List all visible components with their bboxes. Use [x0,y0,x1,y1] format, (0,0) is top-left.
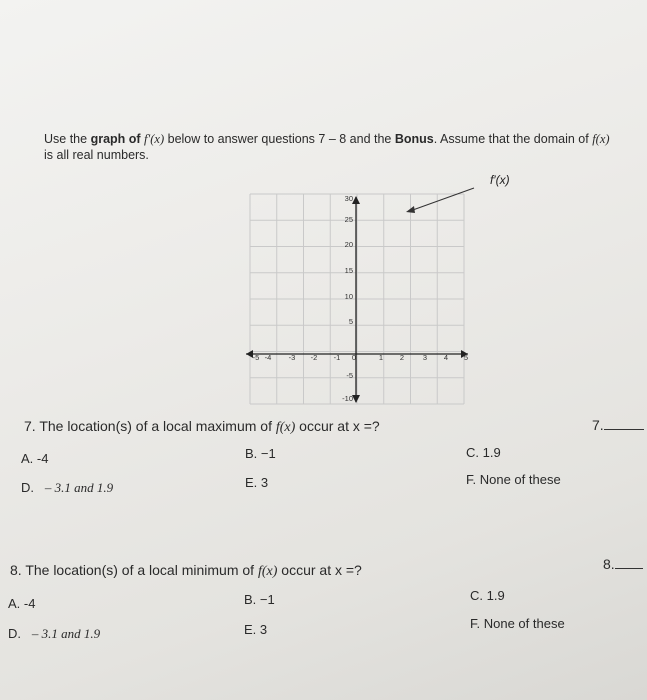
x-tick-label: 3 [422,353,428,362]
intro-bold-graph: graph of [90,132,141,146]
intro-text-4: is all real numbers. [44,148,149,162]
q8-choice-f[interactable]: F. None of these [470,616,565,631]
y-tick-label: 20 [344,240,353,249]
q7-choice-b[interactable]: B. −1 [245,446,276,461]
q8-choice-d[interactable]: D. – 3.1 and 1.9 [8,626,101,641]
y-tick-label: 10 [344,292,353,301]
y-tick-label: 25 [344,215,353,224]
intro-text-3: . Assume that the domain of [433,132,593,146]
y-tick-labels [342,194,353,403]
q8-prompt: 8. The location(s) of a local minimum of f(x) occur at x =? [10,562,362,579]
intro-fx: f(x) [592,132,610,146]
y-axis-arrow-bottom [352,395,360,403]
q7-choice-f[interactable]: F. None of these [466,472,561,487]
x-tick-label: -5 [252,353,260,362]
y-tick-label: -5 [346,371,353,380]
y-tick-label: 5 [348,317,353,326]
y-tick-label: 30 [344,194,353,203]
q8-answer-blank[interactable]: 8. [603,556,643,572]
q8-choice-a[interactable]: A. -4 [8,596,36,611]
q7-choice-d[interactable]: D. – 3.1 and 1.9 [21,480,114,495]
intro-text: Use the [44,132,91,146]
q7-choice-a[interactable]: A. -4 [21,451,49,466]
q7-choice-e[interactable]: E. 3 [245,475,269,490]
intro-bold-bonus: Bonus [394,132,434,146]
q8-choice-b[interactable]: B. −1 [244,592,275,607]
x-tick-label: -2 [310,353,318,362]
x-tick-label: -4 [264,353,272,362]
y-tick-label: 15 [344,266,353,275]
x-tick-label: -1 [333,353,341,362]
q7-prompt: 7. The location(s) of a local maximum of f(x) occur at x =? [24,418,380,435]
x-tick-label: 0 [351,353,357,362]
x-tick-label: 2 [399,353,405,362]
x-tick-label: 1 [378,353,384,362]
x-tick-label: 4 [443,353,449,362]
q8-choice-e[interactable]: E. 3 [244,622,268,637]
q7-choice-c[interactable]: C. 1.9 [466,445,501,460]
intro-fprime: f′(x) [144,132,165,146]
y-axis-arrow-top [352,196,360,204]
q7-answer-blank[interactable]: 7. [592,417,644,433]
y-tick-label: -10 [342,394,353,403]
q8-choice-c[interactable]: C. 1.9 [470,588,505,603]
intro-text-2: below to answer questions 7 – 8 and the [164,132,395,146]
x-tick-label: -3 [288,353,296,362]
curve-label: f′(x) [490,173,510,187]
graph-grid [250,194,464,404]
x-tick-label: 5 [463,353,469,362]
